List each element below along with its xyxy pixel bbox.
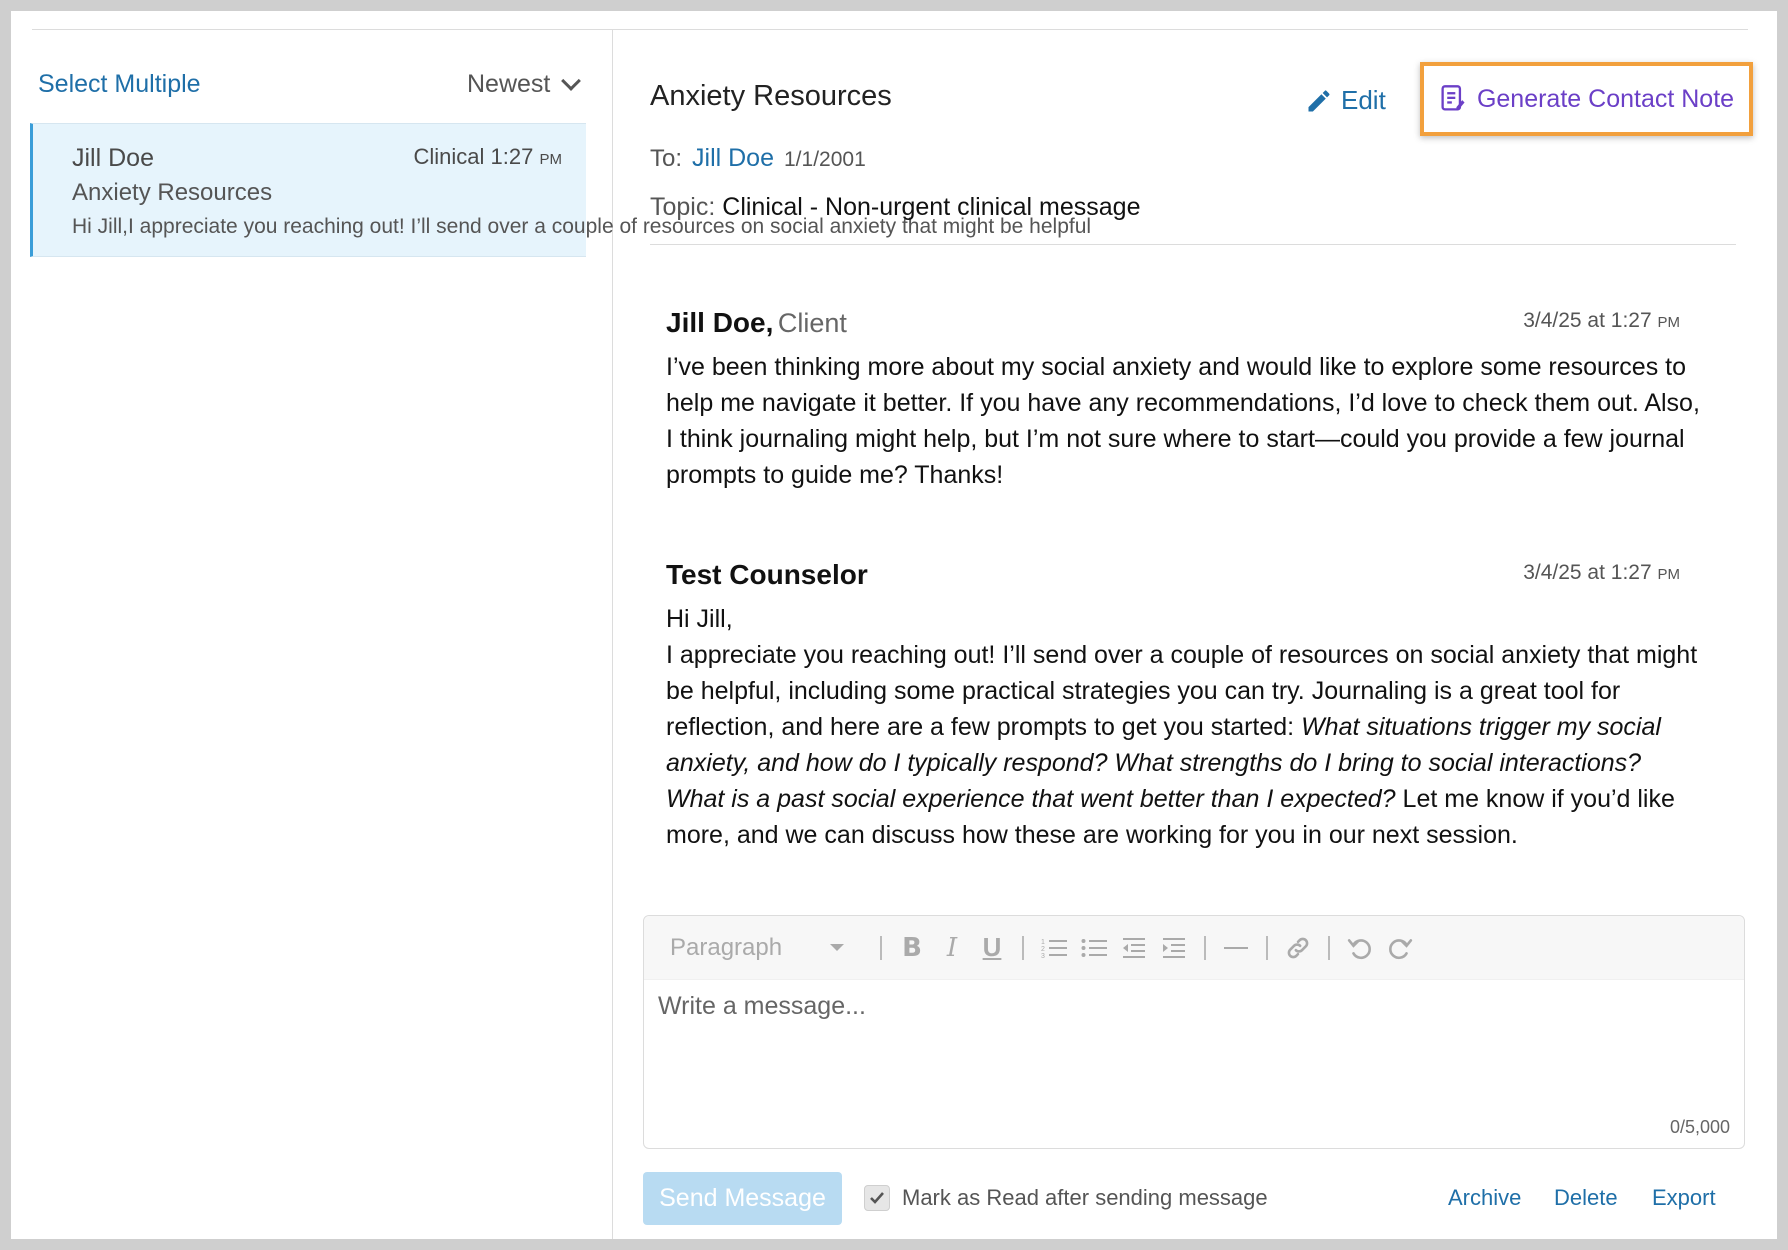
message-item — [666, 559, 1706, 853]
toolbar-separator — [880, 936, 882, 960]
redo-icon — [1387, 935, 1413, 961]
message-sender: Test Counselor — [666, 559, 868, 590]
bullet-list-icon — [1081, 936, 1107, 960]
message-timestamp — [1523, 309, 1680, 333]
paragraph-format-dropdown[interactable] — [670, 934, 870, 962]
message-text: I appreciate you reaching out! I’ll send over a couple of resources on social anxiety that might be helpful, including some practical strategies you can try. Journaling is a great tool for reflection, and here are a few prompts to get you started: — [666, 641, 1698, 741]
bold-button[interactable] — [892, 928, 932, 968]
header-divider — [650, 244, 1736, 245]
toolbar-separator — [1022, 936, 1024, 960]
edit-label: Edit — [1341, 85, 1386, 115]
bullet-list-button[interactable] — [1074, 928, 1114, 968]
message-sender: Jill Doe, — [666, 307, 774, 338]
message-sender-role: Client — [777, 308, 847, 338]
app-window — [11, 11, 1777, 1239]
sort-label: Newest — [467, 70, 551, 98]
message-input[interactable] — [658, 992, 1728, 1102]
archive-link[interactable]: Archive — [1448, 1185, 1522, 1210]
message-body — [666, 601, 1706, 853]
toolbar-separator — [1328, 936, 1330, 960]
outdent-icon — [1121, 936, 1147, 960]
bold-icon: B — [902, 932, 922, 963]
list-item-ampm: PM — [539, 151, 562, 168]
svg-text:1: 1 — [1041, 938, 1045, 946]
italic-icon: I — [946, 932, 958, 963]
outdent-button[interactable] — [1114, 928, 1154, 968]
message-ampm: PM — [1657, 314, 1680, 331]
message-time: 3/4/25 at 1:27 — [1523, 561, 1652, 584]
chevron-down-icon — [561, 71, 581, 91]
caret-down-icon — [830, 944, 844, 951]
recipient-link[interactable]: Jill Doe — [692, 144, 774, 172]
list-item-category: Clinical — [413, 144, 485, 169]
horizontal-rule-icon — [1223, 936, 1249, 960]
redo-button[interactable] — [1380, 928, 1420, 968]
list-item-sender: Jill Doe — [72, 144, 154, 172]
message-ampm: PM — [1657, 566, 1680, 583]
sort-dropdown[interactable] — [467, 70, 578, 99]
list-item-subject: Anxiety Resources — [72, 179, 273, 206]
message-prompts: What situations trigger my social anxiety, and how do I typically respond? What strengths do I bring to social interactions? What is a past social experience that went better than I expected? — [666, 713, 1661, 813]
paragraph-format-label: Paragraph — [670, 933, 783, 961]
undo-button[interactable] — [1340, 928, 1380, 968]
underline-button[interactable] — [972, 928, 1012, 968]
recipient-row — [650, 144, 866, 173]
message-header — [666, 559, 1706, 595]
indent-icon — [1161, 936, 1187, 960]
link-button[interactable] — [1278, 928, 1318, 968]
message-timestamp — [1523, 561, 1680, 585]
checkbox-box[interactable] — [864, 1185, 890, 1211]
undo-icon — [1347, 935, 1373, 961]
topic-label: Topic: — [650, 193, 716, 221]
list-item-time: 1:27 — [490, 144, 534, 169]
mark-as-read-checkbox[interactable] — [864, 1185, 1268, 1211]
underline-icon: U — [982, 932, 1002, 962]
generate-contact-note-button[interactable] — [1420, 62, 1753, 136]
send-message-button[interactable]: Send Message — [643, 1172, 842, 1225]
recipient-dob: 1/1/2001 — [784, 148, 866, 171]
thread-subject: Anxiety Resources — [650, 80, 892, 112]
message-paragraph — [666, 637, 1706, 853]
checkmark-icon — [869, 1191, 885, 1205]
horizontal-rule-button[interactable] — [1216, 928, 1256, 968]
indent-button[interactable] — [1154, 928, 1194, 968]
delete-link[interactable]: Delete — [1554, 1185, 1618, 1210]
ordered-list-icon — [1041, 936, 1067, 960]
message-time: 3/4/25 at 1:27 — [1523, 309, 1652, 332]
topic-value: Clinical - Non-urgent clinical message — [722, 193, 1141, 221]
message-body: I’ve been thinking more about my social anxiety and would like to explore some resources to help me navigate it better. If you have any recommendations, I’d love to check them out. Also, I think journaling might help, but I’m not sure where to start—could you provide a few journal prompts to guide me? Thanks! — [666, 353, 1700, 489]
edit-button[interactable] — [1305, 85, 1386, 116]
svg-text:3: 3 — [1041, 952, 1045, 960]
mark-as-read-label: Mark as Read after sending message — [902, 1185, 1268, 1210]
message-item — [666, 307, 1706, 493]
toolbar-separator — [1266, 936, 1268, 960]
message-text-end: Let me know if you’d like more, and we can discuss how these are working for you in our next session. — [666, 785, 1675, 849]
link-icon — [1285, 935, 1311, 961]
list-item-preview: Hi Jill,I appreciate you reaching out! I’ll send over a couple of resources on social anxiety that might be helpful — [72, 215, 1092, 238]
editor-toolbar — [644, 916, 1744, 980]
select-multiple-link[interactable]: Select Multiple — [38, 70, 201, 98]
italic-button[interactable] — [932, 928, 972, 968]
document-note-icon — [1439, 84, 1467, 114]
generate-contact-note-label: Generate Contact Note — [1476, 84, 1735, 113]
export-link[interactable]: Export — [1652, 1185, 1716, 1210]
pencil-icon — [1305, 87, 1333, 115]
character-count: 0/5,000 — [1669, 1117, 1730, 1137]
list-item-meta — [414, 144, 563, 170]
message-editor — [643, 915, 1745, 1149]
to-label: To: — [650, 145, 683, 172]
message-greeting: Hi Jill, — [666, 605, 733, 633]
message-header — [666, 307, 1706, 343]
svg-text:2: 2 — [1041, 945, 1045, 953]
toolbar-separator — [1204, 936, 1206, 960]
topic-row — [650, 193, 1141, 222]
ordered-list-button[interactable] — [1034, 928, 1074, 968]
